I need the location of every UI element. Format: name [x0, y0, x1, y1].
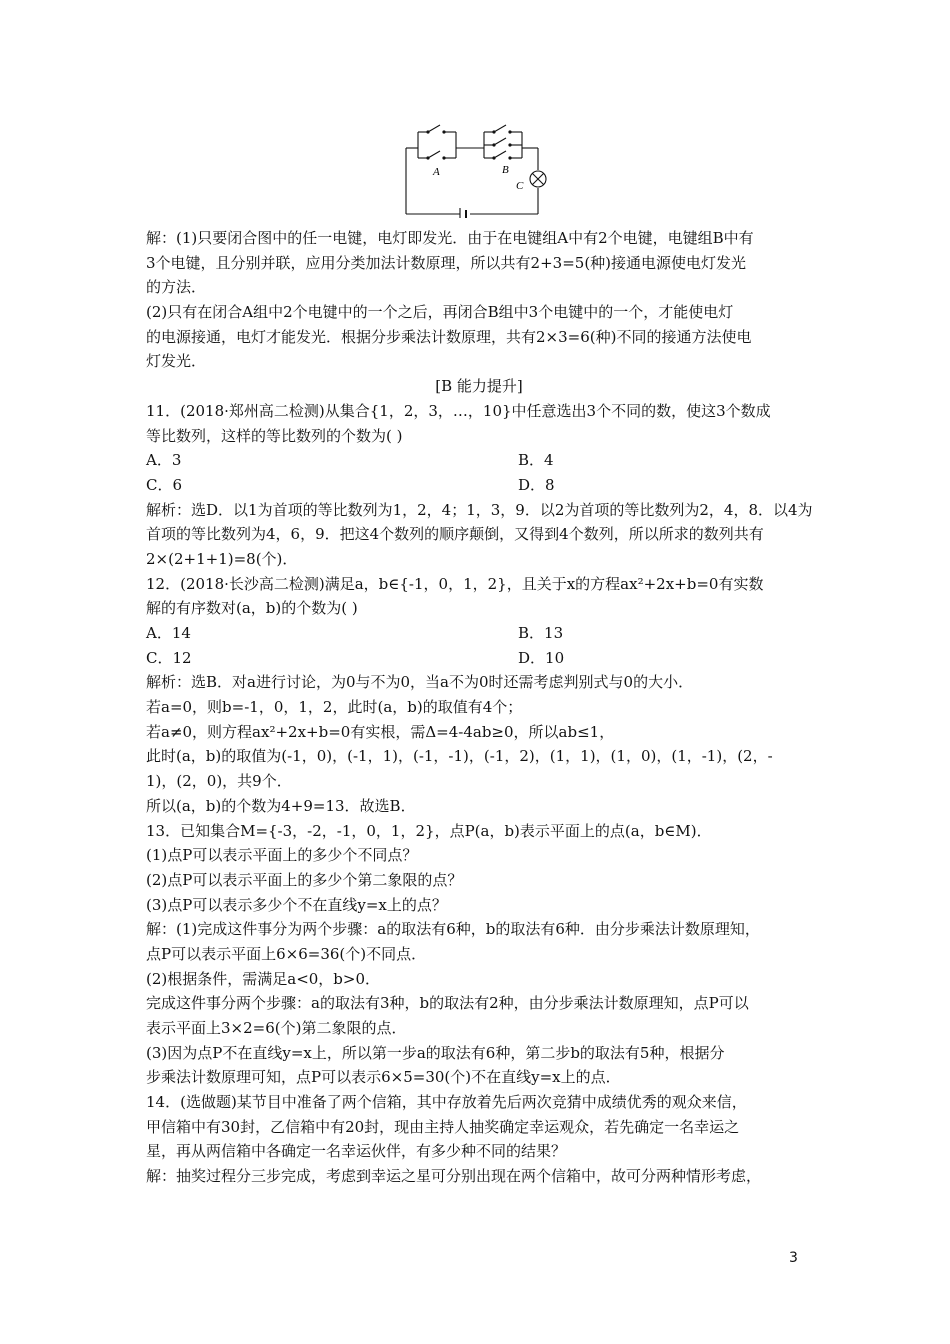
text-line: 若a=0，则b=-1，0，1，2，此时(a，b)的取值有4个； — [146, 698, 523, 717]
text-line: 步乘法计数原理可知，点P可以表示6×5=30(个)不在直线y=x上的点． — [146, 1068, 621, 1087]
option-b: B．4 — [518, 451, 554, 470]
option-a: A．14 — [146, 624, 191, 642]
option-a: A．3 — [146, 451, 182, 470]
options-row — [146, 473, 812, 498]
section-heading: [B 能力提升] — [435, 377, 523, 396]
text-line: 星，再从两信箱中各确定一名幸运伙伴，有多少种不同的结果？ — [146, 1142, 567, 1161]
text-line: 解析：选B．对a进行讨论，为0与不为0，当a不为0时还需考虑判别式与0的大小． — [146, 673, 694, 692]
text-line: (3)因为点P不在直线y=x上，所以第一步a的取法有6种，第二步b的取法有5种，根据分 — [146, 1043, 725, 1062]
text-line: 完成这件事分两个步骤：a的取法有3种，b的取法有2种，由分步乘法计数原理知，点P可以 — [146, 994, 749, 1013]
text-line: 解：抽奖过程分三步完成，考虑到幸运之星可分别出现在两个信箱中，故可分两种情形考虑， — [146, 1167, 762, 1186]
text-line: 所以(a，b)的个数为4+9=13．故选B． — [146, 796, 416, 815]
options-row — [146, 621, 812, 646]
text-line: 甲信箱中有30封，乙信箱中有20封，现由主持人抽奖确定幸运观众，若先确定一名幸运之 — [146, 1117, 740, 1136]
text-line: 2×(2+1+1)=8(个)． — [146, 549, 298, 568]
text-line: 解析：选D．以1为首项的等比数列为1，2，4；1，3，9．以2为首项的等比数列为2，4，8．以4为 — [146, 500, 813, 519]
question-12: 12．(2018·长沙高二检测)满足a，b∈{-1，0，1，2}，且关于x的方程ax²+2x+b=0有实数 — [146, 574, 764, 593]
options-row — [146, 448, 812, 473]
label-c: C — [516, 180, 524, 192]
text-line: 解：(1)只要闭合图中的任一电键，电灯即发光．由于在电键组A中有2个电键，电键组B中有 — [146, 229, 754, 247]
page-number: 3 — [789, 1250, 798, 1266]
text-line: 灯发光． — [146, 352, 207, 371]
text-line: 1)，(2，0)，共9个． — [146, 772, 292, 791]
text-line: 解：(1)完成这件事分为两个步骤：a的取法有6种，b的取法有6种．由分步乘法计数原理知， — [146, 920, 760, 939]
option-c: C．6 — [146, 475, 183, 494]
question-11: 11．(2018·郑州高二检测)从集合{1，2，3，…，10}中任意选出3个不同的数，使这3个数成 — [146, 401, 771, 420]
question-13: 13．已知集合M={-3，-2，-1，0，1，2}，点P(a，b)表示平面上的点(a，b∈M)． — [146, 821, 712, 840]
text-line: 等比数列，这样的等比数列的个数为( ) — [146, 426, 403, 445]
text-line: (3)点P可以表示多少个不在直线y=x上的点？ — [146, 895, 447, 914]
label-a: A — [433, 166, 440, 178]
text-line: 若a≠0，则方程ax²+2x+b=0有实根，需Δ=4-4ab≥0，所以ab≤1， — [146, 722, 615, 741]
text-line: 的电源接通，电灯才能发光．根据分步乘法计数原理，共有2×3=6(种)不同的接通方法使电 — [146, 327, 752, 346]
text-line: (1)点P可以表示平面上的多少个不同点？ — [146, 846, 418, 865]
question-14: 14．(选做题)某节目中准备了两个信箱，其中存放着先后两次竞猜中成绩优秀的观众来信， — [146, 1093, 747, 1112]
document-body — [146, 226, 812, 1189]
option-d: D．8 — [518, 475, 555, 494]
options-row — [146, 646, 812, 671]
option-c: C．12 — [146, 648, 192, 667]
text-line: (2)点P可以表示平面上的多少个第二象限的点？ — [146, 870, 463, 889]
text-line: 的方法． — [146, 278, 207, 297]
text-line: 首项的等比数列为4，6，9．把这4个数列的顺序颠倒，又得到4个数列，所以所求的数列共有 — [146, 525, 764, 544]
text-line: 此时(a，b)的取值为(-1，0)，(-1，1)，(-1，-1)，(-1，2)，(1，1)，(1，0)，(1，-1)，(2，- — [146, 747, 773, 766]
text-line: 3个电键，且分别并联，应用分类加法计数原理，所以共有2+3=5(种)接通电源使电灯发光 — [146, 253, 747, 272]
text-line: (2)只有在闭合A组中2个电键中的一个之后，再闭合B组中3个电键中的一个，才能使电灯 — [146, 303, 734, 322]
text-line: 表示平面上3×2=6(个)第二象限的点． — [146, 1019, 407, 1037]
option-d: D．10 — [518, 648, 565, 667]
text-line: 解的有序数对(a，b)的个数为( ) — [146, 599, 358, 618]
text-line: 点P可以表示平面上6×6=36(个)不同点． — [146, 944, 427, 963]
circuit-diagram — [398, 118, 560, 218]
option-b: B．13 — [518, 624, 564, 642]
text-line: (2)根据条件，需满足a<0，b>0． — [146, 969, 381, 988]
label-b: B — [502, 164, 509, 176]
